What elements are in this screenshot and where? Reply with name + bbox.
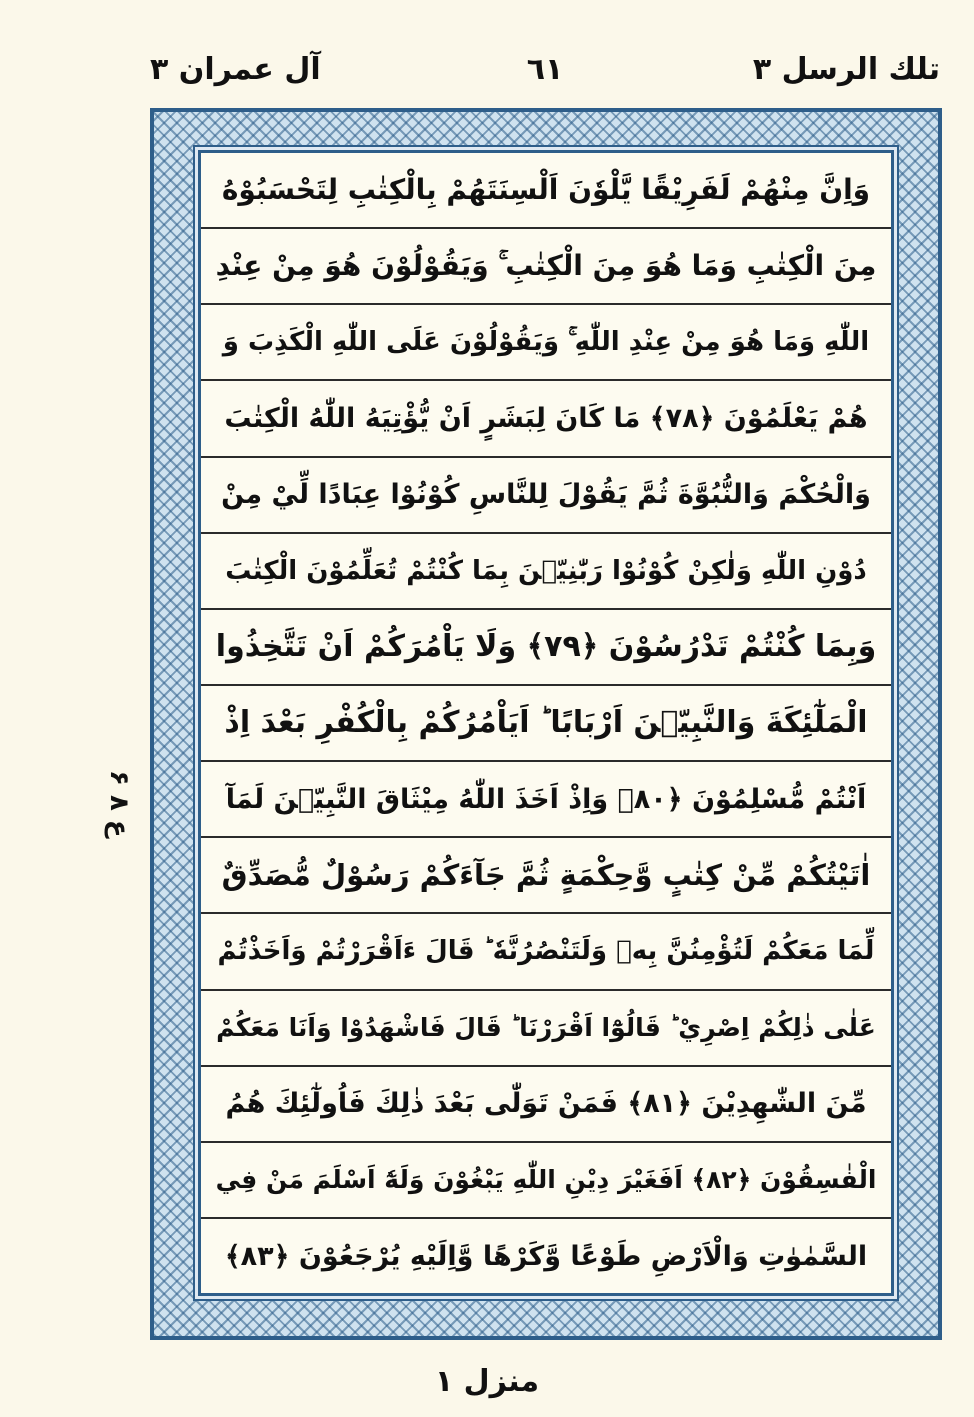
verse-line: اللّٰهِ وَمَا هُوَ مِنْ عِنْدِ اللّٰهِ ۚ وَيَقُوْلُوْنَ عَلَى اللّٰهِ الْكَذِبَ وَ — [201, 305, 891, 381]
verse-lines — [201, 153, 891, 1293]
verse-line: وَاِنَّ مِنْهُمْ لَفَرِيْقًا يَّلْوٗنَ اَلْسِنَتَهُمْ بِالْكِتٰبِ لِتَحْسَبُوْهُ — [201, 153, 891, 229]
ornamental-border — [150, 108, 942, 1340]
text-panel — [198, 150, 894, 1296]
verse-line: عَلٰى ذٰلِكُمْ اِصْرِيْ ؕ قَالُوْٓا اَقْرَرْنَا ؕ قَالَ فَاشْهَدُوْا وَاَنَا مَعَكُمْ — [201, 991, 891, 1067]
page-header — [150, 52, 940, 96]
juz-title: تلك الرسل ٣ — [752, 52, 940, 87]
verse-line: الْفٰسِقُوْنَ ﴿٨٢﴾ اَفَغَيْرَ دِيْنِ اللّٰهِ يَبْغُوْنَ وَلَهٗٓ اَسْلَمَ مَنْ فِي — [201, 1143, 891, 1219]
verse-line: السَّمٰوٰتِ وَالْاَرْضِ طَوْعًا وَّكَرْهًا وَّاِلَيْهِ يُرْجَعُوْنَ ﴿٨٣﴾ — [224, 1240, 868, 1272]
verse-line: دُوْنِ اللّٰهِ وَلٰكِنْ كُوْنُوْا رَبّٰنِيّٖنَ بِمَا كُنْتُمْ تُعَلِّمُوْنَ الْكِتٰبَ — [201, 534, 891, 610]
verse-line: اَنْتُمْ مُّسْلِمُوْنَ ﴿٨٠﴾ وَاِذْ اَخَذَ اللّٰهُ مِيْثَاقَ النَّبِيّٖنَ لَمَآ — [201, 762, 891, 838]
ruku-marker: ع ٨ ۶ — [104, 770, 134, 838]
verse-line: لِّمَا مَعَكُمْ لَتُؤْمِنُنَّ بِهٖ وَلَتَنْصُرُنَّهٗ ؕ قَالَ ءَاَقْرَرْتُمْ وَاَخَذْتُمْ — [201, 914, 891, 990]
verse-line: اٰتَيْتُكُمْ مِّنْ كِتٰبٍ وَّحِكْمَةٍ ثُمَّ جَآءَكُمْ رَسُوْلٌ مُّصَدِّقٌ — [201, 838, 891, 914]
verse-line: مِنَ الْكِتٰبِ وَمَا هُوَ مِنَ الْكِتٰبِ ۚ وَيَقُوْلُوْنَ هُوَ مِنْ عِنْدِ — [201, 229, 891, 305]
verse-line: وَالْحُكْمَ وَالنُّبُوَّةَ ثُمَّ يَقُوْلَ لِلنَّاسِ كُوْنُوْا عِبَادًا لِّيْ مِنْ — [201, 458, 891, 534]
surah-title: آل عمران ٣ — [150, 52, 321, 87]
verse-line: مِّنَ الشّٰهِدِيْنَ ﴿٨١﴾ فَمَنْ تَوَلّٰى بَعْدَ ذٰلِكَ فَاُولٰٓئِكَ هُمُ — [201, 1067, 891, 1143]
verse-line: هُمْ يَعْلَمُوْنَ ﴿٧٨﴾ مَا كَانَ لِبَشَرٍ اَنْ يُّؤْتِيَهُ اللّٰهُ الْكِتٰبَ — [201, 381, 891, 457]
verse-line: الْمَلٰٓئِكَةَ وَالنَّبِيّٖنَ اَرْبَابًا ؕ اَيَاْمُرُكُمْ بِالْكُفْرِ بَعْدَ اِذْ — [201, 686, 891, 762]
manzil-footer: منزل ١ — [434, 1364, 540, 1399]
verse-line: وَبِمَا كُنْتُمْ تَدْرُسُوْنَ ﴿٧٩﴾ وَلَا يَاْمُرَكُمْ اَنْ تَتَّخِذُوا — [201, 610, 891, 686]
page-number: ٦١ — [526, 52, 564, 87]
